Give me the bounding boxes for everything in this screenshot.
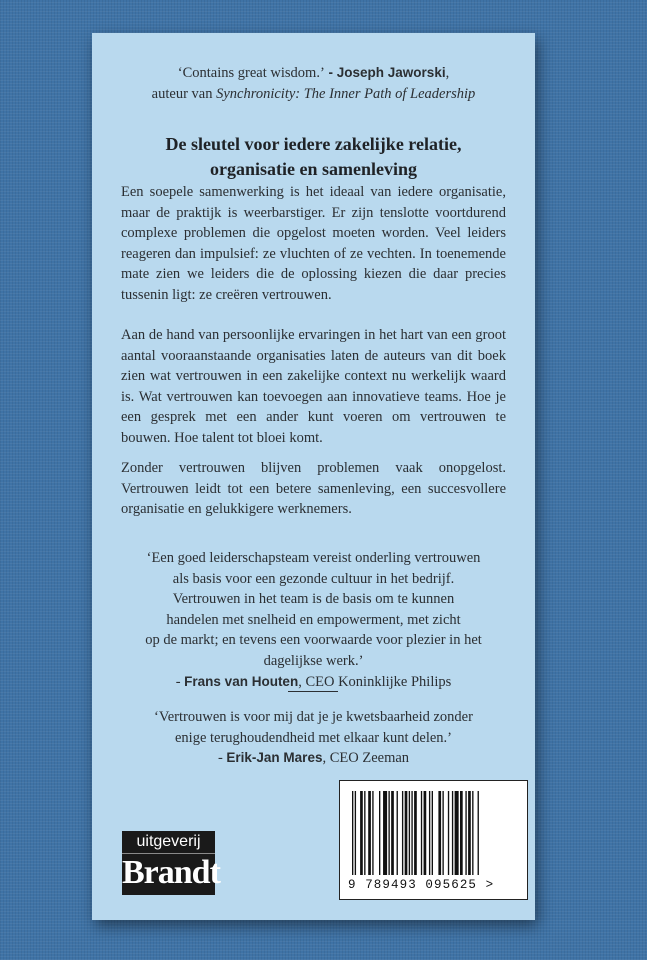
quote-van-houten-line: op de markt; en tevens een voorwaarde voor plezier in het bbox=[145, 632, 482, 649]
quote-van-houten bbox=[106, 548, 521, 692]
barcode-bar bbox=[460, 791, 463, 875]
quote-mares-dash: - bbox=[217, 750, 227, 767]
barcode-bar bbox=[391, 791, 394, 875]
quote-mares-line2: enige terughoudendheid met elkaar kunt delen.’ bbox=[174, 729, 452, 746]
barcode-bar bbox=[368, 791, 371, 875]
body-paragraph-2: Aan de hand van persoonlijke ervaringen in het hart van een groot aantal vooraanstaande organisaties laten de auteurs van dit boek zien wat vertrouwen in een zakelijke context nu werkelijk waard is. Wat vertrouwen kan toevoegen aan innovatieve teams. Hoe je een gesprek met een ander kunt voeren om vertrouwen te bouwen. Hoe talent tot bloei komt. bbox=[121, 327, 506, 446]
barcode-bar bbox=[372, 791, 373, 875]
quote-van-houten-author: Frans van Houten bbox=[184, 673, 299, 689]
publisher-logo bbox=[122, 831, 220, 895]
praise-jaworski-author: Joseph Jaworski bbox=[336, 65, 446, 80]
quote-mares-line1: ‘Vertrouwen is voor mij dat je je kwetsbaarheid zonder bbox=[154, 709, 473, 725]
quote-mares-role: , CEO Zeeman bbox=[322, 750, 410, 767]
barcode-bar bbox=[355, 791, 356, 875]
barcode-bar bbox=[429, 791, 430, 875]
body-paragraph-1: Een soepele samenwerking is het ideaal van iedere organisatie, maar de praktijk is weerbarstiger. Er zijn tenslotte voortdurend complexe problemen die opgelost moeten worden. Veel leiders reageren dan impulsief: ze vluchten of ze vechten. In toenemende mate zien we leiders die de oplossing kiezen die daar precies tussenin ligt: ze creëren vertrouwen. bbox=[121, 184, 506, 303]
barcode-bar bbox=[448, 791, 449, 875]
barcode-bar bbox=[411, 791, 412, 875]
barcode-bar bbox=[409, 791, 410, 875]
headline-line1: De sleutel voor iedere zakelijke relatie, bbox=[165, 134, 462, 154]
barcode-bar bbox=[352, 791, 353, 875]
barcode-bar bbox=[468, 791, 471, 875]
isbn-number: 9 789493 095625 > bbox=[348, 878, 495, 892]
barcode-bar bbox=[364, 791, 365, 875]
barcode-bar bbox=[424, 791, 427, 875]
barcode-bar bbox=[432, 791, 433, 875]
barcode-bar bbox=[397, 791, 398, 875]
barcode-bars bbox=[350, 791, 510, 875]
praise-jaworski-dash: - bbox=[324, 65, 337, 80]
barcode-bar bbox=[438, 791, 441, 875]
praise-jaworski-quote: ‘Contains great wisdom.’ bbox=[177, 65, 325, 81]
barcode-bar bbox=[360, 791, 363, 875]
barcode-bar bbox=[388, 791, 389, 875]
quote-van-houten-role: , CEO Koninklijke Philips bbox=[298, 673, 452, 690]
publisher-logo-line1: uitgeverij bbox=[136, 833, 201, 850]
barcode-bar bbox=[465, 791, 466, 875]
book-back-cover bbox=[92, 33, 535, 920]
barcode bbox=[339, 780, 528, 900]
quote-mares bbox=[106, 707, 521, 769]
body-paragraph-3: Zonder vertrouwen blijven problemen vaak onopgelost. Vertrouwen leidt tot een betere samenleving, een succesvollere organisatie en gelukkigere werknemers. bbox=[121, 460, 506, 518]
headline bbox=[104, 132, 523, 182]
quote-van-houten-line: ‘Een goed leiderschapsteam vereist onderling vertrouwen bbox=[146, 550, 481, 566]
quote-van-houten-line: dagelijkse werk.’ bbox=[263, 652, 364, 669]
barcode-bar bbox=[402, 791, 403, 875]
praise-jaworski-role: auteur van bbox=[151, 86, 217, 102]
barcode-bar bbox=[442, 791, 443, 875]
quote-van-houten-line: als basis voor een gezonde cultuur in het bedrijf. bbox=[172, 570, 455, 587]
publisher-logo-line2: Brandt bbox=[122, 854, 220, 891]
quote-van-houten-line: handelen met snelheid en empowerment, met zicht bbox=[166, 611, 461, 628]
barcode-bar bbox=[472, 791, 473, 875]
barcode-bar bbox=[452, 791, 453, 875]
praise-jaworski bbox=[92, 62, 535, 105]
praise-jaworski-book: Synchronicity: The Inner Path of Leadership bbox=[216, 86, 476, 102]
barcode-bar bbox=[414, 791, 417, 875]
barcode-bar bbox=[383, 791, 387, 875]
quote-mares-author: Erik-Jan Mares bbox=[226, 750, 323, 766]
barcode-bar bbox=[379, 791, 380, 875]
praise-jaworski-comma: , bbox=[445, 65, 450, 81]
quote-van-houten-dash: - bbox=[175, 673, 185, 690]
headline-line2: organisatie en samenleving bbox=[210, 159, 417, 179]
barcode-bar bbox=[421, 791, 422, 875]
divider-line bbox=[288, 691, 338, 692]
barcode-bar bbox=[455, 791, 459, 875]
barcode-bar bbox=[478, 791, 479, 875]
quote-van-houten-line: Vertrouwen in het team is de basis om te kunnen bbox=[172, 591, 455, 608]
barcode-bar bbox=[405, 791, 408, 875]
